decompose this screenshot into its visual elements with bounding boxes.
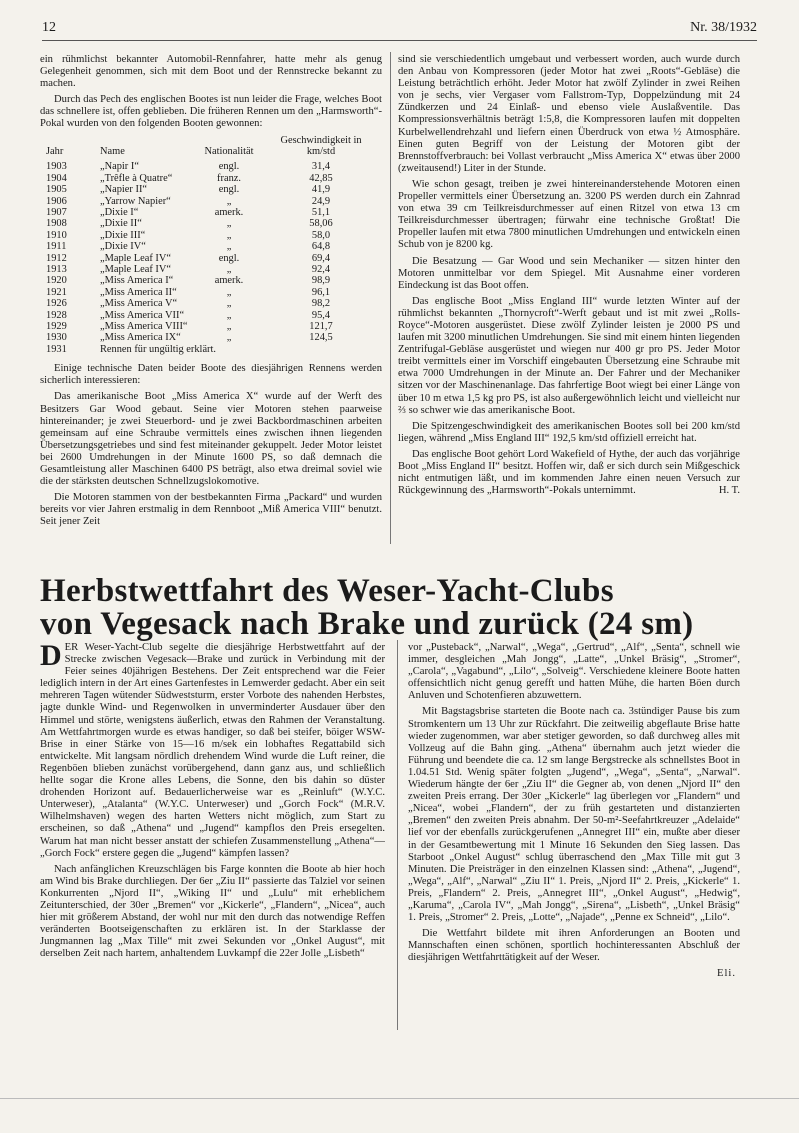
cell-name: „Trêfle à Quatre“ <box>100 172 173 184</box>
cell-year: 1905 <box>46 184 67 196</box>
paragraph <box>398 449 740 497</box>
cell-year: 1931 <box>46 343 67 355</box>
paragraph: Die Besatzung — Gar Wood und sein Mechaniker — sitzen hinter den Motoren unmittelbar vor dem Spiegel. Mit Ausnahme einer vorderen Eindeckung ist das Boot offen. <box>398 255 740 291</box>
headline-line-2: von Vegesack nach Brake und zurück (24 sm) <box>40 606 694 642</box>
paragraph <box>40 642 385 860</box>
cell-name: „Miss America VII“ <box>100 309 185 321</box>
page-number: 12 <box>42 20 56 35</box>
cell-speed: 96,1 <box>311 286 331 298</box>
cell-nationality: engl. <box>218 184 240 196</box>
cell-speed: 124,5 <box>309 332 333 344</box>
cell-speed: 41,9 <box>311 184 331 196</box>
table-header-row <box>46 135 382 162</box>
cell-year: 1912 <box>46 252 67 264</box>
cell-name: „Miss America II“ <box>100 286 177 298</box>
paragraph: Die Spitzengeschwindigkeit des amerikanischen Bootes soll bei 200 km/std liegen, während „Miss England III“ 192,5 km/std offiziell erreicht hat. <box>398 420 740 444</box>
column-header-speed: Geschwindigkeit in km/std <box>280 134 362 157</box>
cell-name: „Dixie I“ <box>100 207 139 218</box>
cell-speed: 51,1 <box>311 207 331 218</box>
table-row <box>46 298 382 309</box>
cell-nationality: amerk. <box>214 275 244 287</box>
cell-year: 1906 <box>46 195 67 207</box>
issue-number: Nr. 38/1932 <box>690 20 757 35</box>
cell-speed: 95,4 <box>311 309 331 321</box>
top-left-column <box>40 54 382 548</box>
table-row <box>46 253 382 264</box>
article-headline <box>40 575 760 641</box>
cell-speed: 98,9 <box>311 275 331 287</box>
cell-speed: 24,9 <box>311 195 331 207</box>
cell-name: „Maple Leaf IV“ <box>100 252 171 264</box>
column-rule <box>397 640 398 1030</box>
paragraph: vor „Pusteback“, „Narwal“, „Wega“, „Gertrud“, „Alf“, „Senta“, schnell wie immer, desgleichen „Mah Jongg“, „Latte“, „Unkel Bräsig“, „Stromer“, „Carola“, „Vagabund“, „Lilo“, „Solveig“. Verschiedene kleinere Boote hatten offensichtlich nicht genug gerefft und hatten Mühe, die harten Böen durch Anluven und Schotenfieren abzuwettern. <box>408 642 740 702</box>
cell-nationality: engl. <box>218 252 240 264</box>
cell-year: 1908 <box>46 218 67 230</box>
paragraph: Nach anfänglichen Kreuzschlägen bis Farge konnten die Boote ab hier hoch am Wind bis Brake durchliegen. Der 6er „Ziu II“ passierte das Talziel vor seinen Konkurrenten „Njord II“, „Wiking II“ und „Lulu“ mit erheblichem Zeitunterschied, der 30er „Bremen“ vor „Kickerle“, „Flandern“, „Nicea“, auch hier mit größerem Abstand, der wohl nur mit den durch das notwendige Reffen veränderten Bootseigenschaften zu erklären ist. In der Starklasse der Jungmannen lag „Max Tille“ mit zwei Sekunden vor „Onkel August“, mit derselben Zeit nach hartem, anhaltendem Luvkampf die 22er Jolle „Lisbeth“ <box>40 863 385 960</box>
cell-name: „Miss America IX“ <box>100 332 181 344</box>
harmsworth-winners-table <box>46 135 382 356</box>
table-row <box>46 196 382 207</box>
cell-year: 1929 <box>46 321 67 333</box>
column-header-year: Jahr <box>46 145 64 157</box>
cell-nationality: „ <box>226 229 232 241</box>
cell-nationality: „ <box>226 286 232 298</box>
top-right-column <box>398 54 740 548</box>
table-row <box>46 207 382 218</box>
cell-speed: 42,85 <box>309 172 333 184</box>
author-initials: H. T. <box>718 485 740 497</box>
page-bottom-rule <box>0 1098 799 1099</box>
cell-nationality: „ <box>226 332 232 344</box>
table-body <box>46 161 382 355</box>
paragraph: Mit Bagstagsbrise starteten die Boote nach ca. 3stündiger Pause bis zum Stromkentern um 13 Uhr zur Rückfahrt. Die zeitweilig abgeflaute Brise hatte wieder zugenommen, war aber stetiger geworden, so daß durchweg alles mit Vollzeug auf die Bahn ging. „Athena“ übernahm auch jetzt wieder die Führung und beendete die ca. 12 sm lange Bergstrecke als schnellstes Boot in 1.04.51 Std. Wenig später folgten „Jugend“, „Wega“, „Senta“, „Narwal“. Wiederum hängte der 6er „Ziu II“ die Gegner ab, von denen „Njord II“ den zweiten Preis errang. Der 30er „Kickerle“ lag überlegen vor „Flandern“ und „Nicea“, wobei „Flandern“, der zu früh gestarteten und distanzierten „Bremen“ den zweiten Preis abnahm. Der 50-m²-Seefahrtkreuzer „Adelaide“ lief vor der ebenfalls zurückgerufenen „Annegret III“ ein, mußte aber dieser in der Gesamtbewertung mit 1 Minute 16 Sekunden den Sieg lassen. Das Starboot „Onkel August“ schlug überraschend den „Max Tille mit gut 3 Minuten. Die Preisträger in den einzelnen Klassen sind: „Athena“, „Jugend“, „Wega“, „Alf“, „Narwal“ „Ziu II“ 1. Preis, „Njord II“ 2. Preis, „Kickerle“ 1. Preis, „Flandern“ 2. Preis, „Annegret III“, „Onkel August“, „Hedwig“, „Karuma“, „Carola IV“, „Mah Jongg“, „Sirena“, „Lisbeth“, „Unkel Bräsig“ 1. Preis, „Stromer“ 2. Preis, „Lotte“, „Najade“, „Penne ex Schneid“, „Lilo“. <box>408 706 740 924</box>
cell-name: „Miss America V“ <box>100 298 178 310</box>
header-rule <box>42 40 757 41</box>
cell-name: „Miss America I“ <box>100 275 174 287</box>
drop-cap: D <box>40 642 62 672</box>
cell-nationality: franz. <box>217 172 241 184</box>
cell-name: „Maple Leaf IV“ <box>100 264 171 276</box>
paragraph-text: ER Weser-Yacht-Club segelte die diesjährige Herbstwettfahrt auf der Strecke zwischen Vegesack—Brake und zurück in Verbindung mit der Feier seines 40jährigen Bestehens. Der Zeit entsprechend war die Feier lediglich intern in der Art eines Gartenfestes in Lemwerder gedacht. Aber ein seit mehreren Tagen wütender Südweststurm, erster Vorbote des nahenden Herbstes, jagte dunkle Wind- und Regenwolken in unverminderter Ausdauer über den Himmel und störte, wenigstens äußerlich, etwas den Rahmen der Veranstaltung. Am Wettfahrtmorgen wurde es etwas handiger, so daß bei steifer, böiger WSW-Brise in einer Stärke von 15—16 m/sek ein lobhaftes Regattabild sich entwickelte. Mit langsam nördlich drehendem Wind wurde die Luft reiner, die Regenböen blieben zunächst vorübergehend, dann ganz aus, und schließlich hellte sogar die Krone alles Lebens, die Sonne, den bis dahin so düster drohenden Horizont auf. Bedauerlicherweise war es „Reinluft“ (W.Y.C. Unterweser), „Atalanta“ (W.Y.C. Unterweser) und „Gorch Fock“ (M.R.V. Wilhelmshaven) wegen des harten Wetters nicht möglich, zum Start zu erscheinen, so daß „Athena“ und „Jugend“ kampflos den Preis ersegelten. Warum hat man nicht besser anstatt der schiefen Zusammenstellung „Athena“—„Gorch Fock“ erstere gegen die „Jugend“ kämpfen lassen? <box>40 642 385 859</box>
column-header-nationality: Nationalität <box>204 145 254 157</box>
cell-year: 1920 <box>46 275 67 287</box>
cell-name: „Yarrow Napier“ <box>100 195 171 207</box>
cell-nationality: „ <box>226 321 232 333</box>
column-header-name: Name <box>100 145 125 157</box>
paragraph: ein rühmlichst bekannter Automobil-Rennfahrer, hatte mehr als genug Gelegenheit genommen, sich mit dem Boot und der Rennstrecke bekannt zu machen. <box>40 54 382 90</box>
article-left-column <box>40 642 385 1037</box>
cell-speed: 64,8 <box>311 241 331 253</box>
cell-speed: 92,4 <box>311 264 331 276</box>
table-row <box>46 218 382 229</box>
cell-year: 1913 <box>46 264 67 276</box>
cell-nationality: „ <box>226 241 232 253</box>
cell-name: „Napier II“ <box>100 184 148 196</box>
cell-year: 1903 <box>46 161 67 173</box>
table-row <box>46 332 382 343</box>
cell-speed: 69,4 <box>311 252 331 264</box>
cell-name: „Dixie II“ <box>100 218 142 230</box>
cell-nationality: amerk. <box>214 207 244 218</box>
paragraph: Das englische Boot „Miss England III“ wurde letzten Winter auf der rühmlichst bekannten „Thornycroft“-Werft gebaut und ist mit zwei „Rolls-Royce“-Motoren ausgerüstet. Diese zwölf Zylinder leisten je 2000 PS und laufen mit 3200 minutlichen Umdrehungen. Sie sind mit einem hinten liegenden Zentrifugal-Gebläse ausgerüstet und wiegen nur 400 gr pro PS. Jeder Motor treibt vermittels einer im Vorschiff eingebauten Übersetzung eine Schraube mit etwa 7000 Umdrehungen in der Minute an. Der Fahrer und der Mechaniker sitzen vor der Maschinenanlage. Das fahrfertige Boot wiegt bei einer Länge von über 10 m etwa 1,5 kg pro PS, ist also außergewöhnlich leicht und vielleicht nur ⅔ so schwer wie das amerikanische Boot. <box>398 295 740 416</box>
table-row <box>46 287 382 298</box>
table-row <box>46 275 382 286</box>
table-row <box>46 264 382 275</box>
cell-year: 1910 <box>46 229 67 241</box>
paragraph: Einige technische Daten beider Boote des diesjährigen Rennens werden sicherlich interessieren: <box>40 363 382 387</box>
cell-year: 1911 <box>46 241 67 253</box>
paragraph-text: Das englische Boot gehört Lord Wakefield of Hythe, der auch das vorjährige Boot „Miss England II“ besitzt. Hoffen wir, daß er sich durch sein Mißgeschick nicht entmutigen läßt, und im kommenden Jahre einen neuen Versuch zur Rückgewinnung des „Harmsworth“-Pokals unternimmt. <box>398 448 740 497</box>
cell-year: 1921 <box>46 286 67 298</box>
column-rule <box>390 52 391 544</box>
cell-note: Rennen für ungültig erklärt. <box>100 343 216 355</box>
paragraph: Wie schon gesagt, treiben je zwei hintereinanderstehende Motoren einen Propeller vermittels einer Übersetzung an. 3200 PS werden durch ein Zahnrad von etwa 39 cm Teilkreisdurchmesser auf einen Ritzel von etwa 13 cm Teilkreisdurchmesser übertragen; fürwahr eine technische Großtat! Die Propeller laufen mit etwa 7800 minutlichen Umdrehungen und entwickeln einen Schub von je 8200 kg. <box>398 178 740 251</box>
table-row <box>46 344 382 355</box>
cell-name: „Napir I“ <box>100 161 139 173</box>
article-right-column <box>408 642 740 1037</box>
cell-year: 1904 <box>46 172 67 184</box>
cell-year: 1928 <box>46 309 67 321</box>
cell-year: 1930 <box>46 332 67 344</box>
cell-speed: 98,2 <box>311 298 331 310</box>
table-row <box>46 184 382 195</box>
paragraph: Die Motoren stammen von der bestbekannten Firma „Packard“ und wurden bereits vor vier Jahren erstmalig in dem Rennboot „Miß America VIII“ benutzt. Seit jener Zeit <box>40 492 382 528</box>
cell-speed: 31,4 <box>311 161 331 173</box>
headline-line-1: Herbstwettfahrt des Weser-Yacht-Clubs <box>40 573 614 609</box>
cell-nationality: „ <box>226 195 232 207</box>
cell-speed: 58,0 <box>311 229 331 241</box>
table-row <box>46 310 382 321</box>
table-row <box>46 241 382 252</box>
cell-nationality: „ <box>226 298 232 310</box>
table-row <box>46 230 382 241</box>
cell-nationality: „ <box>226 218 232 230</box>
table-row <box>46 161 382 172</box>
paragraph: sind sie verschiedentlich umgebaut und verbessert worden, auch wurde durch den Anbau von Kompressoren (jeder Motor hat zwei „Roots“-Gebläse) die Leistung beträchtlich erhöht. Jeder Motor hat zwölf Zylinder in zwei Reihen von je sechs, vier Vergaser vom Fallstrom-Typ, Doppelzündung mit 24 Zündkerzen und 24 Einlaß- und ebenso viele Auslaßventile. Das Kompressionsverhältnis beträgt 1:5,8, die Kompressoren laufen mit doppelten Kurbelwellendrehzahl und liefern einen Überdruck von etwa ½ Atmosphäre. Einen guten Begriff von der Leistung der Motoren gibt der Brennstoffverbrauch: bei Vollast verbraucht „Miss America X“ etwas über 2000 (zweitausend!) Liter in der Stunde. <box>398 54 740 174</box>
cell-speed: 58,06 <box>309 218 333 230</box>
cell-name: „Dixie III“ <box>100 229 146 241</box>
paragraph: Die Wettfahrt bildete mit ihren Anforderungen an Booten und Mannschaften einen schönen, sportlich hochinteressanten Abschluß der diesjährigen Wettfahrttätigkeit auf der Weser. <box>408 928 740 964</box>
table-row <box>46 173 382 184</box>
cell-nationality: „ <box>226 264 232 276</box>
cell-nationality: engl. <box>218 161 240 173</box>
cell-name: „Dixie IV“ <box>100 241 146 253</box>
author-signature: Eli. <box>716 968 736 980</box>
table-row <box>46 321 382 332</box>
cell-nationality: „ <box>226 309 232 321</box>
paragraph: Durch das Pech des englischen Bootes ist nun leider die Frage, welches Boot das schnellere ist, offen geblieben. Die früheren Rennen um den „Harmsworth“-Pokal wurden von den folgenden Booten gewonnen: <box>40 94 382 130</box>
cell-year: 1907 <box>46 207 67 218</box>
paragraph: Das amerikanische Boot „Miss America X“ wurde auf der Werft des Besitzers Gar Wood gebaut. Seine vier Motoren stehen paarweise hintereinander; je zwei Steuerbord- und je zwei Backbordmaschinen arbeiten gemeinsam auf eine Schraube vermittels eines zwischen ihnen liegenden Übersetzungsgetriebes und sind fest miteinander gekuppelt. Jeder Motor leistet bei 2600 Umdrehungen in der Minute 1600 PS, so daß demnach die Gesamtleistung aller Maschinen 6400 PS beträgt, also etwa dreimal soviel wie die der stärksten deutschen Schnellzugslokomotive. <box>40 391 382 488</box>
cell-speed: 121,7 <box>309 321 333 333</box>
cell-year: 1926 <box>46 298 67 310</box>
cell-name: „Miss America VIII“ <box>100 321 188 333</box>
